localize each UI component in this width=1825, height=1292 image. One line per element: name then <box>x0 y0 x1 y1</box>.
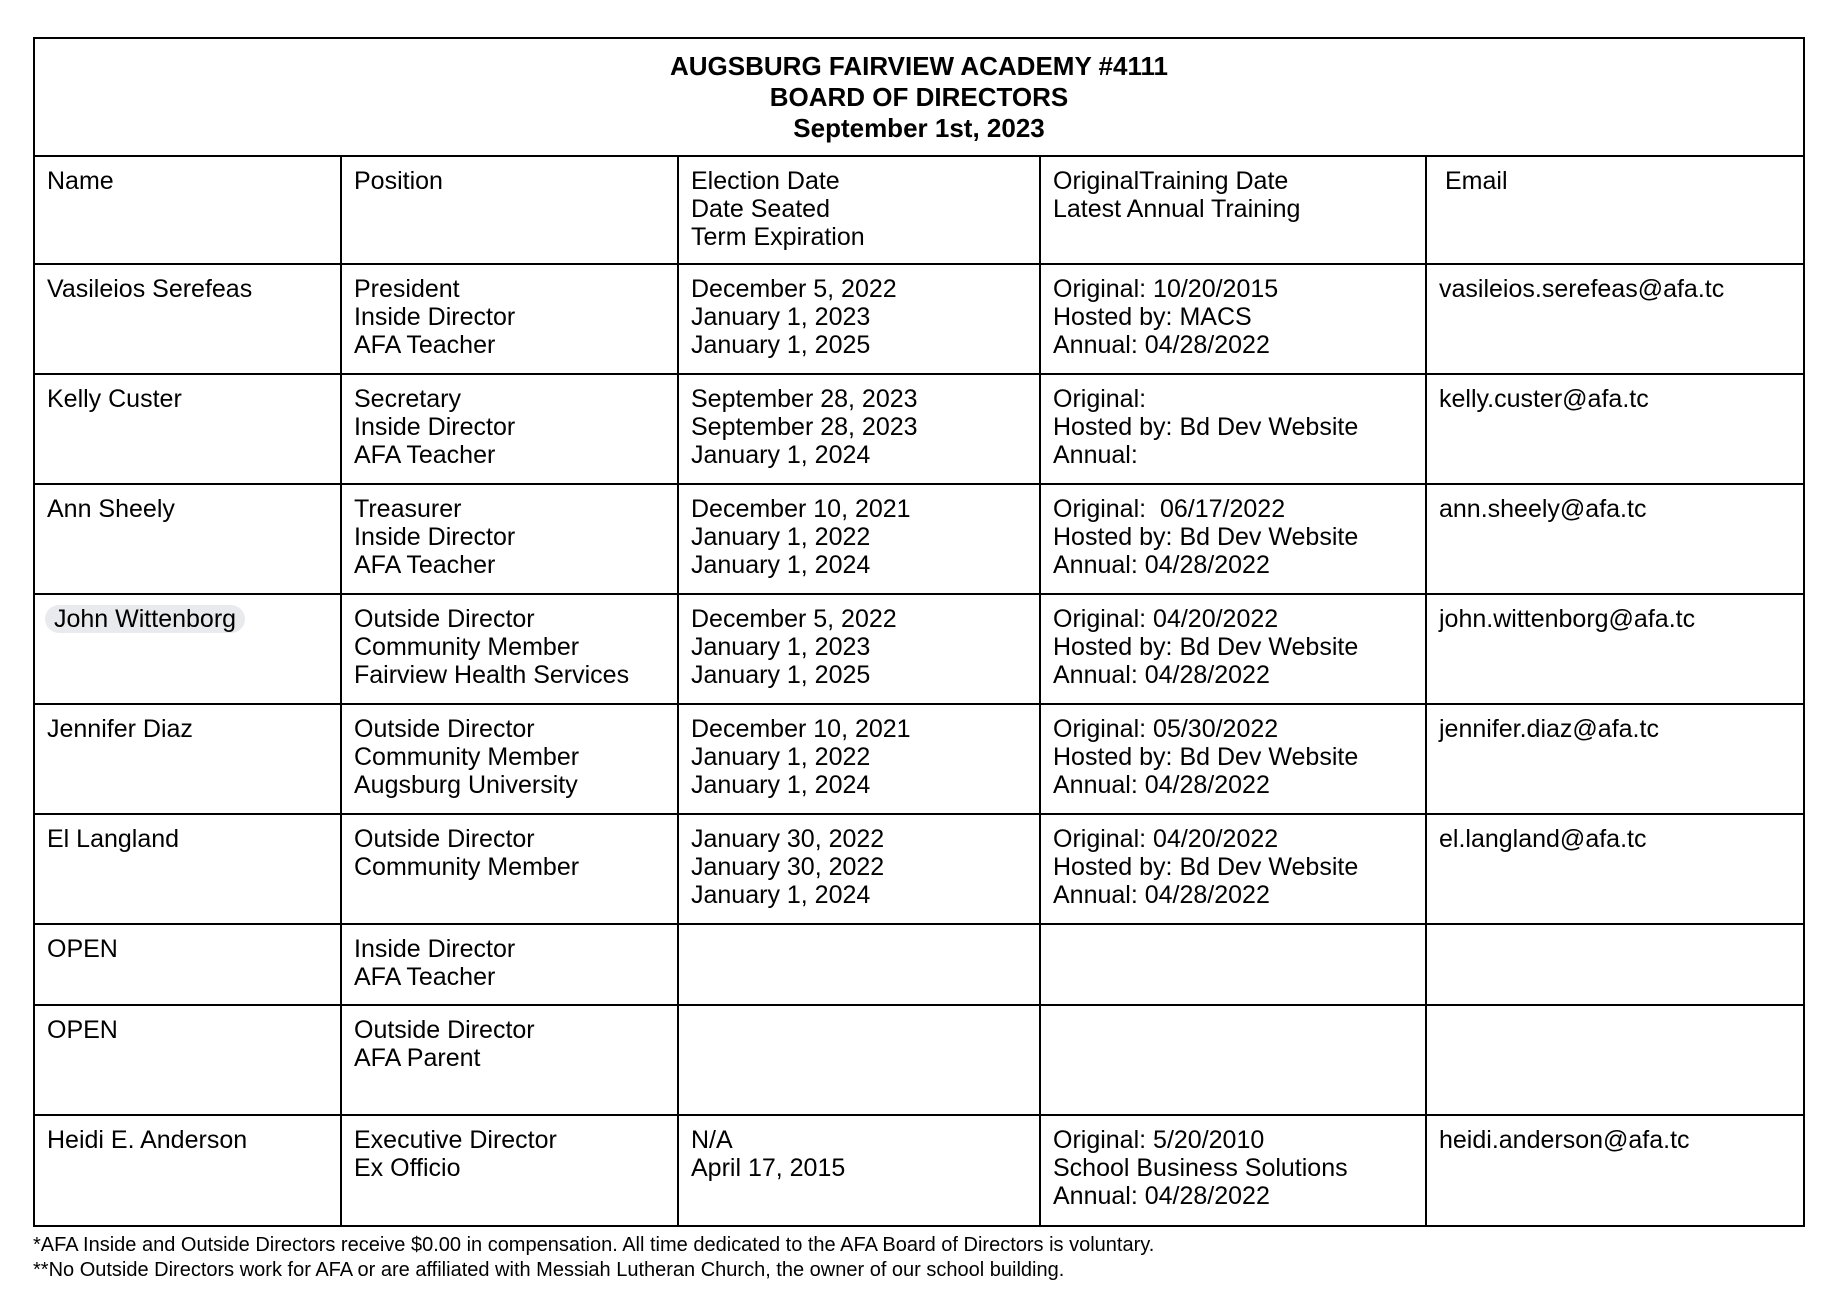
email-cell <box>1426 924 1804 1005</box>
header-row <box>34 156 1804 264</box>
title-date: September 1st, 2023 <box>793 113 1045 143</box>
training-cell: Original: 05/30/2022 Hosted by: Bd Dev Website Annual: 04/28/2022 <box>1040 704 1426 814</box>
dates-cell: December 10, 2021 January 1, 2022 January 1, 2024 <box>678 484 1040 594</box>
table-row <box>34 374 1804 484</box>
dates-cell <box>678 924 1040 1005</box>
header-election: Election Date Date Seated Term Expiration <box>678 156 1040 264</box>
footnote-compensation: *AFA Inside and Outside Directors receive $0.00 in compensation. All time dedicated to the AFA Board of Directors is voluntary. <box>33 1234 1155 1256</box>
table-row <box>34 814 1804 924</box>
dates-cell: December 10, 2021 January 1, 2022 January 1, 2024 <box>678 704 1040 814</box>
header-training: OriginalTraining Date Latest Annual Training <box>1040 156 1426 264</box>
email-cell: john.wittenborg@afa.tc <box>1426 594 1804 704</box>
name-cell: Kelly Custer <box>34 374 341 484</box>
table-row <box>34 1005 1804 1115</box>
email-cell: jennifer.diaz@afa.tc <box>1426 704 1804 814</box>
training-cell <box>1040 924 1426 1005</box>
email-cell <box>1426 1005 1804 1115</box>
board-table <box>33 37 1805 1227</box>
table-row <box>34 264 1804 374</box>
training-cell: Original: Hosted by: Bd Dev Website Annual: <box>1040 374 1426 484</box>
name-cell: Vasileios Serefeas <box>34 264 341 374</box>
email-cell: heidi.anderson@afa.tc <box>1426 1115 1804 1226</box>
table-row <box>34 704 1804 814</box>
name-cell: OPEN <box>34 924 341 1005</box>
position-cell: Treasurer Inside Director AFA Teacher <box>341 484 678 594</box>
position-cell: Secretary Inside Director AFA Teacher <box>341 374 678 484</box>
dates-cell: N/A April 17, 2015 <box>678 1115 1040 1226</box>
dates-cell: January 30, 2022 January 30, 2022 January 1, 2024 <box>678 814 1040 924</box>
name-cell: Jennifer Diaz <box>34 704 341 814</box>
header-position: Position <box>341 156 678 264</box>
table-row <box>34 924 1804 1005</box>
name-cell: OPEN <box>34 1005 341 1115</box>
title-row <box>34 38 1804 156</box>
position-cell: Outside Director Community Member Augsburg University <box>341 704 678 814</box>
title-school: AUGSBURG FAIRVIEW ACADEMY #4111 <box>670 51 1168 81</box>
email-cell: vasileios.serefeas@afa.tc <box>1426 264 1804 374</box>
position-cell: Outside Director Community Member <box>341 814 678 924</box>
table-row <box>34 594 1804 704</box>
email-cell: el.langland@afa.tc <box>1426 814 1804 924</box>
training-cell <box>1040 1005 1426 1115</box>
name-cell: El Langland <box>34 814 341 924</box>
header-name: Name <box>34 156 341 264</box>
email-cell: ann.sheely@afa.tc <box>1426 484 1804 594</box>
person-chip[interactable]: John Wittenborg <box>45 605 245 633</box>
position-cell: President Inside Director AFA Teacher <box>341 264 678 374</box>
name-cell: Ann Sheely <box>34 484 341 594</box>
dates-cell: September 28, 2023 September 28, 2023 January 1, 2024 <box>678 374 1040 484</box>
document-title <box>34 38 1804 156</box>
title-board: BOARD OF DIRECTORS <box>769 82 1069 112</box>
name-cell: Heidi E. Anderson <box>34 1115 341 1226</box>
position-cell: Inside Director AFA Teacher <box>341 924 678 1005</box>
training-cell: Original: 5/20/2010 School Business Solutions Annual: 04/28/2022 <box>1040 1115 1426 1226</box>
position-cell: Outside Director Community Member Fairview Health Services <box>341 594 678 704</box>
position-cell: Executive Director Ex Officio <box>341 1115 678 1226</box>
board-document <box>33 37 1803 1227</box>
table-row <box>34 1115 1804 1226</box>
footnote-affiliation: **No Outside Directors work for AFA or are affiliated with Messiah Lutheran Church, the owner of our school building. <box>33 1259 1065 1281</box>
header-email: Email <box>1426 156 1804 264</box>
dates-cell: December 5, 2022 January 1, 2023 January 1, 2025 <box>678 264 1040 374</box>
dates-cell: December 5, 2022 January 1, 2023 January 1, 2025 <box>678 594 1040 704</box>
email-cell: kelly.custer@afa.tc <box>1426 374 1804 484</box>
footnotes <box>33 1233 1154 1283</box>
training-cell: Original: 06/17/2022 Hosted by: Bd Dev Website Annual: 04/28/2022 <box>1040 484 1426 594</box>
training-cell: Original: 10/20/2015 Hosted by: MACS Annual: 04/28/2022 <box>1040 264 1426 374</box>
training-cell: Original: 04/20/2022 Hosted by: Bd Dev Website Annual: 04/28/2022 <box>1040 814 1426 924</box>
position-cell: Outside Director AFA Parent <box>341 1005 678 1115</box>
dates-cell <box>678 1005 1040 1115</box>
training-cell: Original: 04/20/2022 Hosted by: Bd Dev Website Annual: 04/28/2022 <box>1040 594 1426 704</box>
name-cell <box>34 594 341 704</box>
table-row <box>34 484 1804 594</box>
